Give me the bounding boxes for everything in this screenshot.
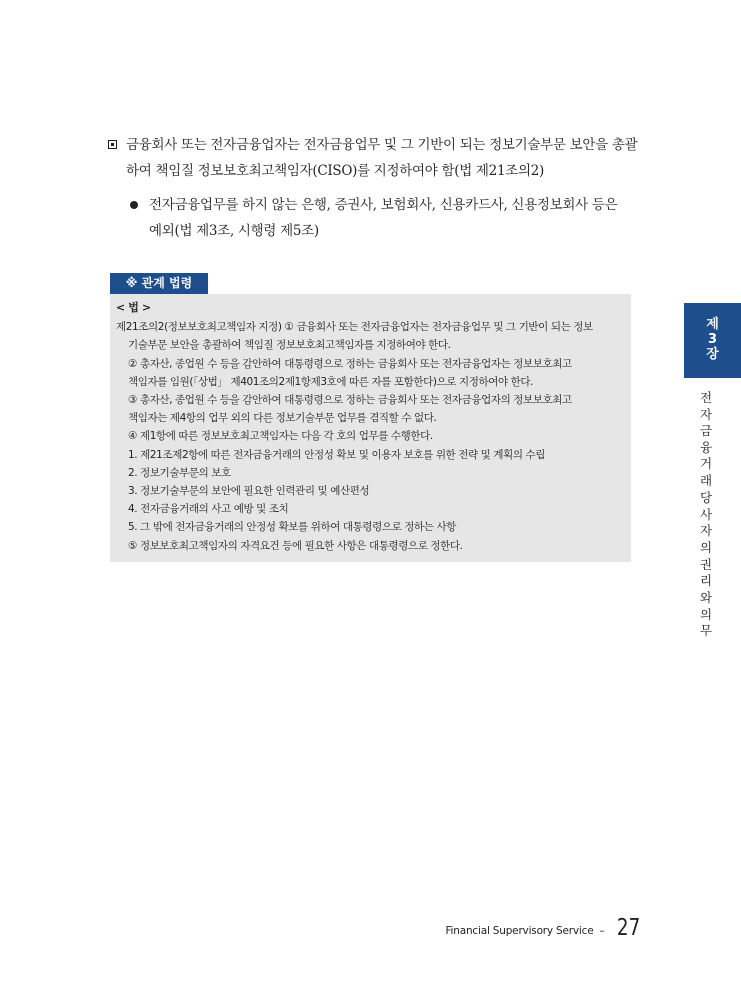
page-footer bbox=[445, 910, 640, 940]
intro-line bbox=[108, 132, 648, 158]
exception-line-text: 예외(법 제3조, 시행령 제5조) bbox=[149, 223, 319, 239]
law-line: 기술부문 보안을 총괄하여 책임질 정보보호최고책임자를 지정하여야 한다. bbox=[128, 339, 451, 352]
law-line: 2. 정보기술부문의 보호 bbox=[128, 466, 231, 479]
title-char: 무 bbox=[699, 623, 713, 639]
exception-line bbox=[128, 218, 648, 244]
circle-bullet-icon bbox=[130, 201, 138, 209]
footer-label: Financial Supervisory Service bbox=[445, 925, 594, 937]
law-line: 책임자는 제4항의 업무 외의 다른 정보기술부문 업무를 겸직할 수 없다. bbox=[128, 412, 437, 425]
related-law-box bbox=[110, 294, 631, 562]
square-bullet-icon bbox=[108, 140, 117, 149]
law-line: 책임자를 임원(「상법」 제401조의2제1항제3호에 따른 자를 포함한다)으로 지정하여야 한다. bbox=[128, 375, 534, 388]
chapter-title-vertical bbox=[696, 390, 716, 640]
chapter-char: 장 bbox=[706, 347, 719, 362]
law-line: ⑤ 정보보호최고책임자의 자격요건 등에 필요한 사항은 대통령령으로 정한다. bbox=[128, 539, 463, 552]
title-char: 사 bbox=[699, 506, 713, 522]
law-line: 5. 그 밖에 전자금융거래의 안정성 확보를 위하여 대통령령으로 정하는 사항 bbox=[128, 521, 456, 534]
title-char: 권 bbox=[699, 556, 713, 572]
exception-line bbox=[128, 192, 648, 218]
intro-line bbox=[108, 158, 648, 184]
law-line: ② 총자산, 종업원 수 등을 감안하여 대통령령으로 정하는 금융회사 또는 전자금융업자는 정보보호최고 bbox=[128, 357, 572, 370]
intro-line-text: 하여 책임질 정보보호최고책임자(CISO)를 지정하여야 함(법 제21조의2) bbox=[126, 163, 544, 179]
related-law-tab: ※ 관계 법령 bbox=[110, 273, 208, 294]
law-header: < 법 > bbox=[116, 301, 151, 314]
law-line: 4. 전자금융거래의 사고 예방 및 조치 bbox=[128, 503, 289, 516]
exception-paragraph bbox=[128, 192, 648, 244]
title-char: 의 bbox=[699, 539, 713, 555]
title-char: 당 bbox=[699, 489, 713, 505]
title-char: 의 bbox=[699, 606, 713, 622]
intro-paragraph bbox=[108, 132, 648, 184]
title-char: 자 bbox=[699, 406, 713, 422]
title-char: 금 bbox=[699, 423, 713, 439]
page-number: 27 bbox=[616, 915, 640, 941]
title-char: 와 bbox=[699, 589, 713, 605]
title-char: 리 bbox=[699, 573, 713, 589]
title-char: 래 bbox=[699, 472, 713, 488]
intro-line-text: 금융회사 또는 전자금융업자는 전자금융업무 및 그 기반이 되는 정보기술부문 보안을 총괄 bbox=[126, 137, 638, 153]
chapter-char: 3 bbox=[707, 332, 718, 347]
title-char: 융 bbox=[699, 439, 713, 455]
chapter-char: 제 bbox=[706, 317, 719, 332]
law-line: 3. 정보기술부문의 보안에 필요한 인력관리 및 예산편성 bbox=[128, 485, 370, 498]
footer-dash: – bbox=[599, 925, 605, 937]
exception-line-text: 전자금융업무를 하지 않는 은행, 증권사, 보험회사, 신용카드사, 신용정보회사 등은 bbox=[149, 197, 618, 213]
law-line: 제21조의2(정보보호최고책임자 지정) ① 금융회사 또는 전자금융업자는 전자금융업무 및 그 기반이 되는 정보 bbox=[116, 321, 593, 334]
title-char: 거 bbox=[699, 456, 713, 472]
law-line: ④ 제1항에 따른 정보보호최고책임자는 다음 각 호의 업무를 수행한다. bbox=[128, 430, 433, 443]
title-char: 자 bbox=[699, 523, 713, 539]
chapter-tab bbox=[684, 303, 741, 378]
law-line: ③ 총자산, 종업원 수 등을 감안하여 대통령령으로 정하는 금융회사 또는 전자금융업자의 정보보호최고 bbox=[128, 394, 572, 407]
law-line: 1. 제21조제2항에 따른 전자금융거래의 안정성 확보 및 이용자 보호를 위한 전략 및 계획의 수립 bbox=[128, 448, 545, 461]
title-char: 전 bbox=[699, 390, 713, 405]
